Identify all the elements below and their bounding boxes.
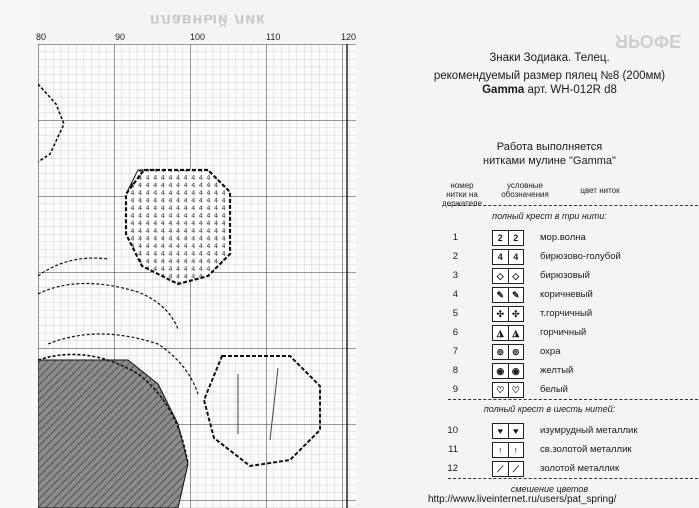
legend-number: 9 bbox=[452, 384, 458, 395]
axis-number-90: 90 bbox=[115, 32, 126, 42]
legend-color-name: св.золотой металлик bbox=[540, 444, 632, 455]
legend-number: 11 bbox=[448, 444, 458, 455]
section-three-threads: полный крест в три нити: bbox=[492, 211, 607, 221]
legend-color-name: желтый bbox=[540, 365, 574, 376]
legend-row-9 bbox=[440, 381, 699, 399]
symbol-cell: 4 bbox=[493, 250, 509, 264]
symbol-cell: ◇ bbox=[512, 271, 520, 281]
symbol-cell: ⊚ bbox=[511, 347, 520, 357]
legend-symbol bbox=[492, 306, 524, 322]
chart-title: Знаки Зодиака. Телец. bbox=[489, 52, 610, 64]
source-url: http://www.liveinternet.ru/users/pat_spring/ bbox=[428, 494, 617, 505]
symbol-cell: ⊚ bbox=[493, 345, 509, 359]
thread-note-line1: Работа выполняется bbox=[496, 141, 603, 153]
article-number: арт. WH-012R d8 bbox=[527, 84, 617, 96]
filled-octagon bbox=[126, 170, 230, 284]
legend-panel bbox=[400, 0, 699, 508]
legend-row-8 bbox=[440, 362, 699, 380]
symbol-cell: ♡ bbox=[493, 383, 509, 397]
symbol-cell: ✣ bbox=[493, 307, 509, 321]
legend-color-name: т.горчичный bbox=[540, 308, 593, 319]
symbol-cell: 4 bbox=[513, 252, 519, 262]
legend-color-name: бирюзовый bbox=[540, 270, 590, 281]
legend-color-name: охра bbox=[540, 346, 561, 357]
symbol-cell: ✎ bbox=[511, 290, 520, 300]
bleed-through-text-right: ЯРОФЕ bbox=[615, 31, 682, 51]
legend-row-6 bbox=[440, 324, 699, 342]
brand-name: Gamma bbox=[482, 84, 525, 96]
column-symbols: условные обозначения bbox=[501, 181, 549, 199]
symbol-cell: ◉ bbox=[511, 366, 520, 376]
section-six-threads: полный крест в шесть нитей: bbox=[483, 404, 616, 414]
legend-symbol bbox=[492, 423, 524, 439]
legend-symbol bbox=[492, 363, 524, 379]
hoop-size-note: рекомендуемый размер пялец №8 (200мм) bbox=[433, 70, 666, 82]
cross-stitch-chart bbox=[38, 44, 356, 508]
legend-row-11 bbox=[440, 441, 699, 459]
divider-1 bbox=[448, 205, 698, 206]
legend-symbol bbox=[492, 287, 524, 303]
legend-symbol bbox=[492, 230, 524, 246]
legend-symbol bbox=[492, 268, 524, 284]
axis-number-120: 120 bbox=[341, 32, 357, 42]
legend-number: 3 bbox=[452, 270, 458, 281]
legend-color-name: золотой металлик bbox=[540, 463, 620, 474]
legend-color-name: горчичный bbox=[540, 327, 587, 338]
legend-color-name: белый bbox=[540, 384, 568, 395]
legend-row-4 bbox=[440, 286, 699, 304]
legend-number: 6 bbox=[452, 327, 458, 338]
legend-number: 2 bbox=[452, 251, 458, 262]
section-mixing-partial: смешение цветов bbox=[510, 484, 589, 494]
legend-row-12 bbox=[440, 460, 699, 478]
legend-symbol bbox=[492, 325, 524, 341]
legend-row-7 bbox=[440, 343, 699, 361]
legend-number: 8 bbox=[452, 365, 458, 376]
left-page-margin bbox=[0, 0, 38, 508]
symbol-cell: 2 bbox=[513, 233, 519, 243]
legend-number: 7 bbox=[452, 346, 458, 357]
symbol-cell: 2 bbox=[493, 231, 509, 245]
legend-row-1 bbox=[440, 229, 699, 247]
symbol-cell: ⟋ bbox=[512, 464, 519, 474]
symbol-cell: ◮ bbox=[493, 326, 509, 340]
legend-color-name: изумрудный металлик bbox=[540, 425, 638, 436]
column-number: номер нитки на держателе bbox=[441, 181, 483, 208]
legend-number: 4 bbox=[452, 289, 458, 300]
legend-number: 12 bbox=[447, 463, 458, 474]
legend-symbol bbox=[492, 442, 524, 458]
legend-symbol bbox=[492, 249, 524, 265]
symbol-cell: ✣ bbox=[511, 309, 520, 319]
thread-note-line2: нитками мулине "Gamma" bbox=[483, 155, 616, 167]
symbol-cell: ↑ bbox=[513, 445, 518, 455]
symbol-cell: ◇ bbox=[493, 269, 509, 283]
legend-symbol bbox=[492, 344, 524, 360]
legend-row-10 bbox=[440, 422, 699, 440]
legend-number: 5 bbox=[452, 308, 458, 319]
symbol-cell: ◮ bbox=[512, 328, 520, 338]
symbol-cell: ◉ bbox=[493, 364, 509, 378]
legend-symbol bbox=[492, 382, 524, 398]
axis-number-110: 110 bbox=[266, 32, 281, 42]
symbol-cell: ♥ bbox=[493, 424, 509, 438]
legend-row-3 bbox=[440, 267, 699, 285]
legend-color-name: мор.волна bbox=[540, 232, 586, 243]
axis-number-80: 80 bbox=[36, 32, 47, 42]
symbol-cell: ✎ bbox=[493, 288, 509, 302]
legend-number: 1 bbox=[452, 232, 458, 243]
symbol-cell: ♥ bbox=[513, 426, 519, 436]
thread-note bbox=[400, 140, 699, 168]
brand-line bbox=[400, 84, 699, 96]
symbol-cell: ↑ bbox=[493, 443, 509, 457]
bleed-through-text: плавный лик bbox=[150, 11, 266, 28]
legend-symbol bbox=[492, 461, 524, 477]
legend-number: 10 bbox=[447, 425, 458, 436]
symbol-cell: ♡ bbox=[511, 385, 520, 395]
legend-row-5 bbox=[440, 305, 699, 323]
divider-2 bbox=[448, 399, 698, 400]
legend-row-2 bbox=[440, 248, 699, 266]
legend-color-name: коричневый bbox=[540, 289, 593, 300]
column-color: цвет ниток bbox=[580, 186, 620, 195]
legend-color-name: бирюзово-голубой bbox=[540, 251, 621, 262]
symbol-cell: ⟋ bbox=[493, 462, 509, 476]
divider-3 bbox=[448, 478, 698, 479]
axis-number-100: 100 bbox=[190, 32, 206, 42]
